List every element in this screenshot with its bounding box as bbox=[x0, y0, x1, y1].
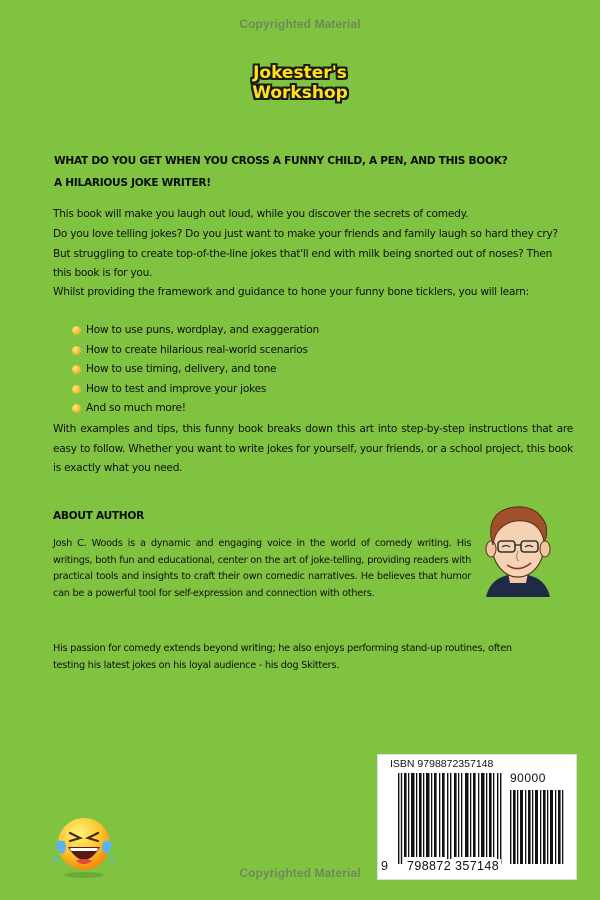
bullet-icon bbox=[72, 385, 81, 394]
about-author-heading: ABOUT AUTHOR bbox=[53, 510, 144, 522]
copyright-watermark-top: Copyrighted Material bbox=[239, 17, 361, 31]
author-bio-paragraph-1: Josh C. Woods is a dynamic and engaging voice in the world of comedy writing. His writings, both fun and educational, center on the art of joke-telling, providing readers with practical tools and insights to craft their own comedic narratives. He believes that humor can be a powerful tool for self-expression and connection with others. bbox=[53, 538, 471, 599]
list-item: How to use puns, wordplay, and exaggeration bbox=[72, 321, 319, 341]
description-paragraph-4: With examples and tips, this funny book breaks down this art into step-by-step instructions that are easy to follow. Whether you want to write jokes for yourself, your friends, or a school project, this book is exactly what you need. bbox=[53, 423, 573, 475]
bullet-icon bbox=[72, 404, 81, 413]
barcode-digits-left: 798872 bbox=[407, 859, 452, 873]
addon-barcode-bars-icon bbox=[510, 790, 565, 864]
isbn-label: ISBN 9798872357148 bbox=[390, 758, 494, 770]
logo-line-1: Jokester's bbox=[253, 63, 347, 83]
description-paragraph-3: Whilst providing the framework and guidance to hone your funny bone ticklers, you will learn: bbox=[53, 286, 529, 298]
headline bbox=[54, 150, 574, 194]
barcode-digit-first: 9 bbox=[381, 859, 389, 873]
isbn-barcode bbox=[377, 754, 577, 880]
headline-line-1: WHAT DO YOU GET WHEN YOU CROSS A FUNNY CHILD, A PEN, AND THIS BOOK? bbox=[54, 155, 508, 167]
list-item: And so much more! bbox=[72, 399, 319, 419]
copyright-watermark-bottom: Copyrighted Material bbox=[239, 866, 361, 880]
list-item: How to use timing, delivery, and tone bbox=[72, 360, 319, 380]
series-logo bbox=[0, 63, 600, 103]
description-paragraph-1: This book will make you laugh out loud, while you discover the secrets of comedy. bbox=[53, 208, 469, 220]
list-item: How to test and improve your jokes bbox=[72, 380, 319, 400]
logo-line-2: Workshop bbox=[252, 83, 348, 103]
learning-list bbox=[72, 321, 319, 419]
bullet-icon bbox=[72, 365, 81, 374]
author-caricature-image bbox=[478, 497, 558, 597]
barcode-bars-icon bbox=[398, 773, 502, 864]
bullet-icon bbox=[72, 326, 81, 335]
description-paragraph-2: Do you love telling jokes? Do you just want to make your friends and family laugh so hard they cry? But struggling to create top-of-the-line jokes that'll end with milk being snorted out of noses? Then this book is for you. bbox=[53, 228, 558, 280]
barcode-digits-right: 357148 bbox=[455, 859, 500, 873]
bullet-icon bbox=[72, 346, 81, 355]
list-item: How to create hilarious real-world scenarios bbox=[72, 341, 319, 361]
headline-line-2: A HILARIOUS JOKE WRITER! bbox=[54, 177, 211, 189]
price-addon-code: 90000 bbox=[510, 771, 546, 785]
author-bio-paragraph-2: His passion for comedy extends beyond writing; he also enjoys performing stand-up routines, often testing his latest jokes on his loyal audience - his dog Skitters. bbox=[53, 643, 512, 671]
